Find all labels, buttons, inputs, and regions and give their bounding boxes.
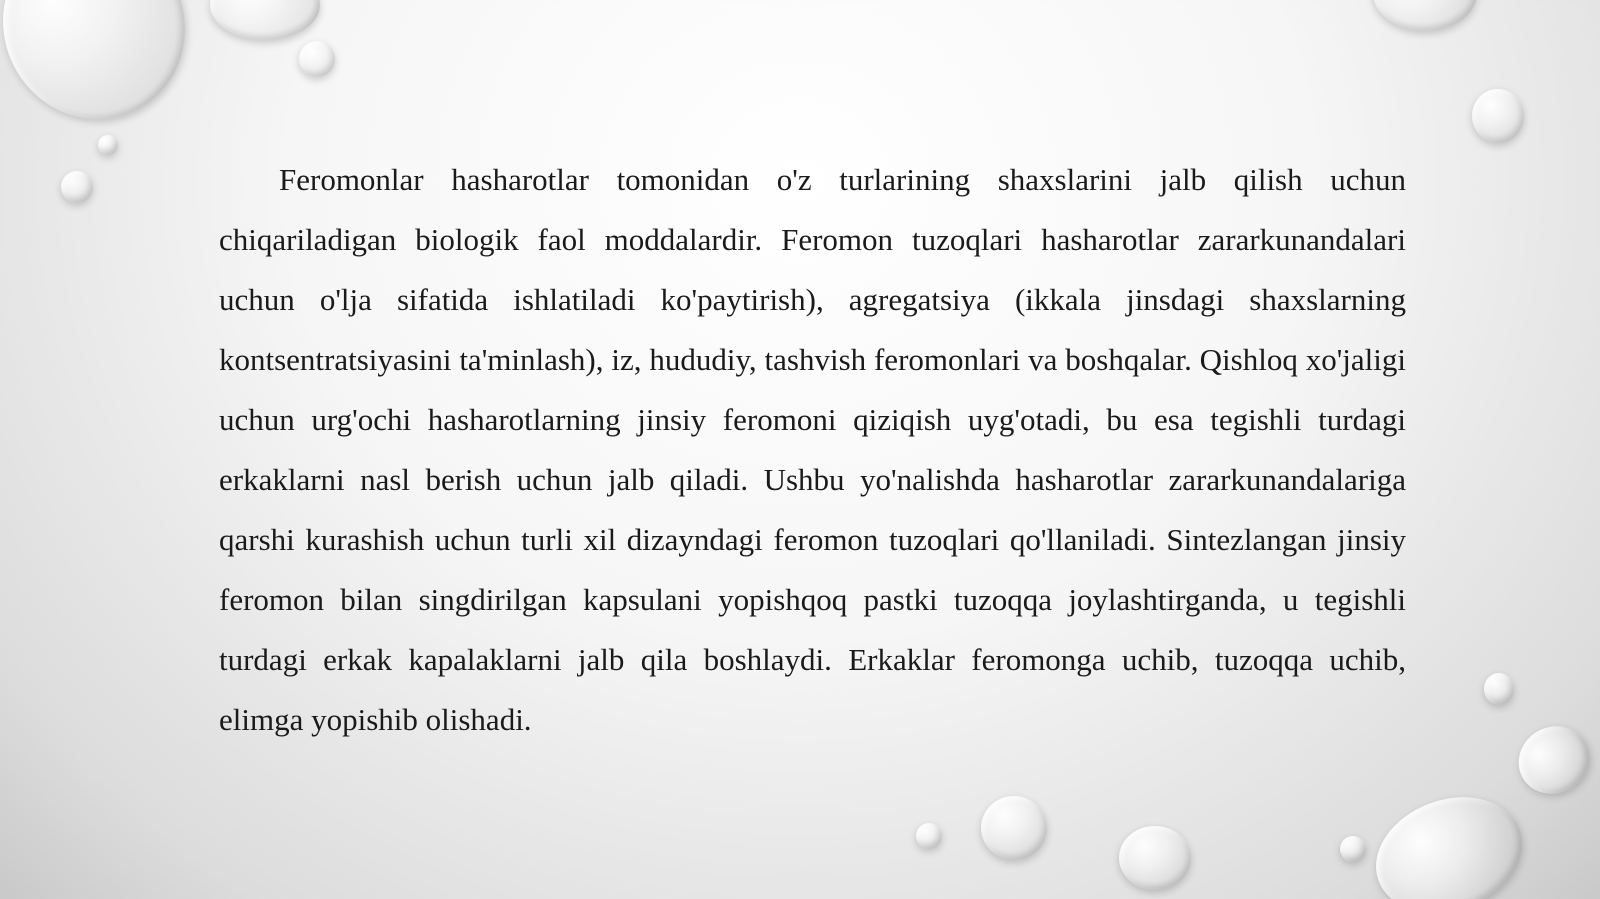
- water-droplet-decoration: [916, 823, 942, 849]
- water-droplet-decoration: [1373, 0, 1477, 31]
- water-droplet-decoration: [1506, 713, 1600, 806]
- water-droplet-decoration: [210, 0, 320, 40]
- water-droplet-decoration: [1360, 778, 1539, 899]
- water-droplet-decoration: [1340, 836, 1366, 862]
- body-paragraph: Feromonlar hasharotlar tomonidan o'z turlarining shaxslarini jalb qilish uchun chiqariladigan biologik faol moddalardir. Feromon tuzoqlari hasharotlar zararkunandalari uchun o'lja sifatida ishlatiladi ko'paytirish), agregatsiya (ikkala jinsdagi shaxslarning kontsentratsiyasini ta'minlash), iz, hududiy, tashvish feromonlari va boshqalar. Qishloq xo'jaligi uchun urg'ochi hasharotlarning jinsiy feromoni qiziqish uyg'otadi, bu esa tegishli turdagi erkaklarni nasl berish uchun jalb qiladi. Ushbu yo'nalishda hasharotlar zararkunandalariga qarshi kurashish uchun turli xil dizayndagi feromon tuzoqlari qo'llaniladi. Sintezlangan jinsiy feromon bilan singdirilgan kapsulani yopishqoq pastki tuzoqqa joylashtirganda, u tegishli turdagi erkak kapalaklarni jalb qila boshlaydi. Erkaklar feromonga uchib, tuzoqqa uchib, elimga yopishib olishadi.: [219, 162, 1406, 737]
- water-droplet-decoration: [1472, 89, 1524, 143]
- water-droplet-decoration: [98, 135, 118, 155]
- water-droplet-decoration: [0, 0, 216, 149]
- water-droplet-decoration: [299, 41, 335, 77]
- water-droplet-decoration: [981, 796, 1047, 860]
- water-droplet-decoration: [61, 171, 93, 203]
- water-droplet-decoration: [1484, 673, 1514, 705]
- water-droplet-decoration: [1119, 826, 1191, 890]
